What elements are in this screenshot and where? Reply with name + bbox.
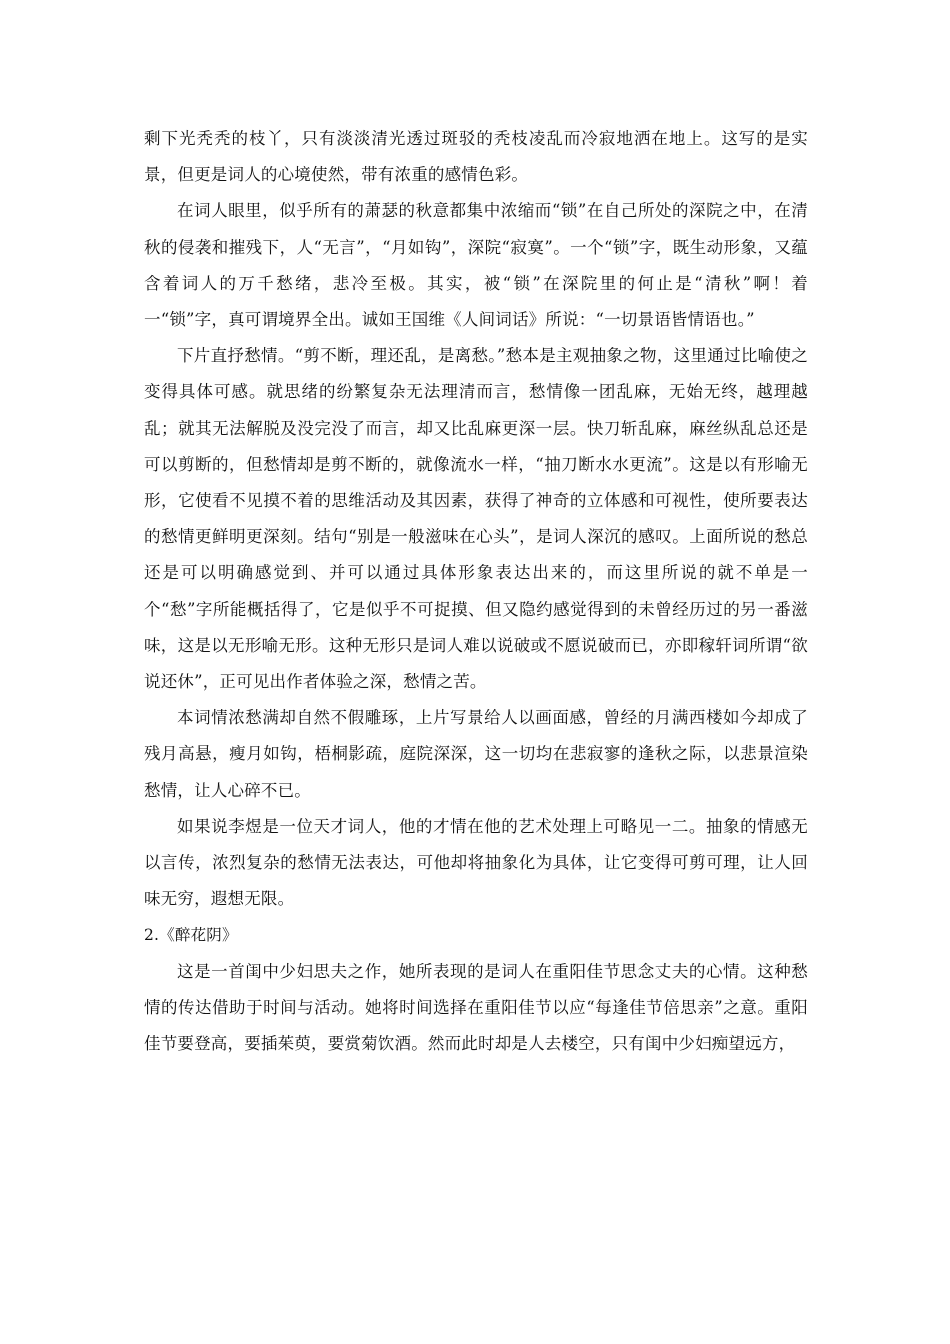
paragraph-continued: 剩下光秃秃的枝丫，只有淡淡清光透过斑驳的秃枝凌乱而冷寂地洒在地上。这写的是实景，但更是词人的心境使然，带有浓重的感情色彩。 [144,129,808,185]
paragraph-zuihuayin: 这是一首闺中少妇思夫之作，她所表现的是词人在重阳佳节思念丈夫的心情。这种愁情的传达借助于时间与活动。她将时间选择在重阳佳节以应“每逢佳节倍思亲”之意。重阳佳节要登高，要插茱萸，要赏菊饮酒。然而此时却是人去楼空，只有闺中少妇痴望远方， [144,961,808,1054]
body-text [144,121,808,1062]
paragraph-second-stanza: 下片直抒愁情。“剪不断，理还乱，是离愁。”愁本是主观抽象之物，这里通过比喻使之变得具体可感。就思绪的纷繁复杂无法理清而言，愁情像一团乱麻，无始无终，越理越乱；就其无法解脱及没完没了而言，却又比乱麻更深一层。快刀斩乱麻，麻丝纵乱总还是可以剪断的，但愁情却是剪不断的，就像流水一样，“抽刀断水水更流”。这是以有形喻无形，它使看不见摸不着的思维活动及其因素，获得了神奇的立体感和可视性，使所要表达的愁情更鲜明更深刻。结句“别是一般滋味在心头”，是词人深沉的感叹。上面所说的愁总还是可以明确感觉到、并可以通过具体形象表达出来的，而这里所说的就不单是一个“愁”字所能概括得了，它是似乎不可捉摸、但又隐约感觉得到的未曾经历过的另一番滋味，这是以无形喻无形。这种无形只是词人难以说破或不愿说破而已，亦即稼轩词所谓“欲说还休”，正可见出作者体验之深，愁情之苦。 [144,346,808,692]
paragraph-summary: 本词情浓愁满却自然不假雕琢，上片写景给人以画面感，曾经的月满西楼如今却成了残月高悬，瘦月如钩，梧桐影疏，庭院深深，这一切均在悲寂寥的逢秋之际，以悲景渲染愁情，让人心碎不已。 [144,708,808,800]
paragraph-lock-imagery: 在词人眼里，似乎所有的萧瑟的秋意都集中浓缩而“锁”在自己所处的深院之中，在清秋的侵袭和摧残下，人“无言”，“月如钩”，深院“寂寞”。一个“锁”字，既生动形象，又蕴含着词人的万千愁绪，悲冷至极。其实，被“锁”在深院里的何止是“清秋”啊！着一“锁”字，真可谓境界全出。诚如王国维《人间词话》所说：“一切景语皆情语也。” [144,201,808,330]
section-heading: 2.《醉花阴》 [144,926,238,945]
paragraph-li-yu: 如果说李煜是一位天才词人，他的才情在他的艺术处理上可略见一二。抽象的情感无以言传，浓烈复杂的愁情无法表达，可他却将抽象化为具体，让它变得可剪可理，让人回味无穷，遐想无限。 [144,816,808,909]
